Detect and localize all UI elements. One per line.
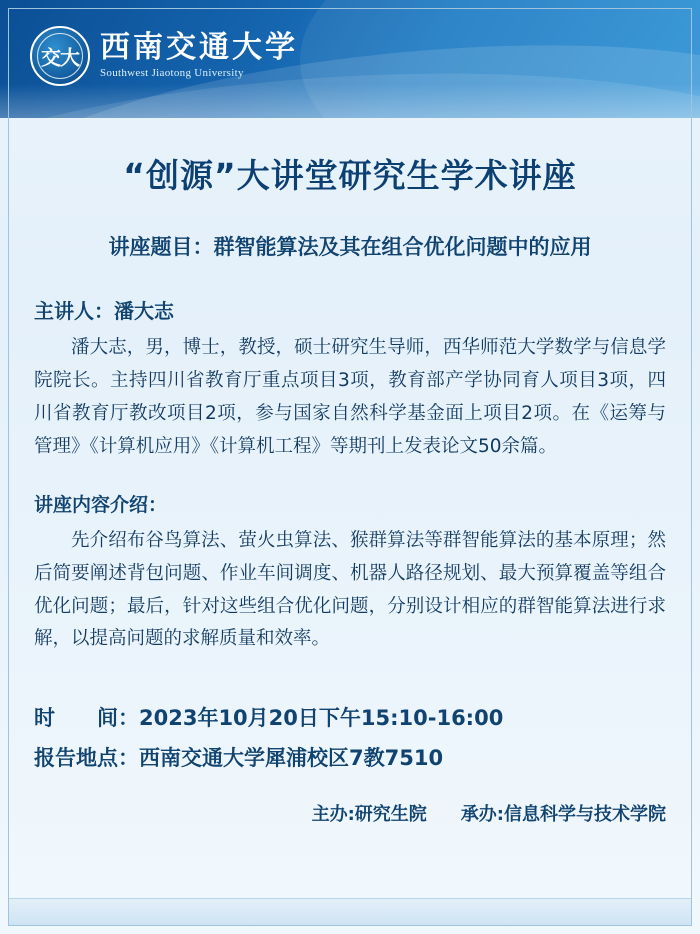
- seal-glyph: 交大: [41, 45, 79, 70]
- university-seal-icon: [30, 26, 90, 86]
- page-title: “创源”大讲堂研究生学术讲座: [123, 156, 577, 195]
- time-label: 时 间：: [34, 706, 139, 731]
- time-row: [34, 702, 666, 732]
- speaker-name: 主讲人：潘大志: [34, 299, 174, 323]
- time-value: 2023年10月20日下午15:10-16:00: [139, 706, 504, 731]
- logistics-block: [34, 702, 666, 772]
- poster-bottom-strip: [9, 898, 691, 925]
- place-row: [34, 742, 666, 772]
- content-section-label: 讲座内容介绍：: [34, 493, 168, 516]
- university-name-cn: 西南交通大学: [100, 30, 298, 65]
- header-glow: [0, 84, 700, 118]
- host-label: 主办:研究生院: [311, 804, 427, 826]
- organizers-row: [34, 800, 666, 826]
- university-logo: [30, 26, 298, 86]
- lecture-topic: 讲座题目：群智能算法及其在组合优化问题中的应用: [108, 235, 592, 259]
- university-name-en: Southwest Jiaotong University: [100, 67, 244, 79]
- content-section-body: 先介绍布谷鸟算法、萤火虫算法、猴群算法等群智能算法的基本原理；然后简要阐述背包问题、作业车间调度、机器人路径规划、最大预算覆盖等组合优化问题；最后，针对这些组合优化问题，分别设计相应的群智能算法进行求解，以提高问题的求解质量和效率。: [34, 529, 666, 650]
- place-value: 西南交通大学犀浦校区7教7510: [139, 746, 444, 771]
- university-wordmark: [100, 30, 298, 79]
- poster-content: [0, 118, 700, 826]
- organizer-label: 承办:信息科学与技术学院: [460, 804, 666, 826]
- poster-header: [0, 0, 700, 118]
- place-label: 报告地点：: [34, 746, 139, 771]
- speaker-bio: 潘大志，男，博士，教授，硕士研究生导师，西华师范大学数学与信息学院院长。主持四川省教育厅重点项目3项，教育部产学协同育人项目3项，四川省教育厅教改项目2项，参与国家自然科学基金面上项目2项。在《运筹与管理》《计算机应用》《计算机工程》等期刊上发表论文50余篇。: [34, 337, 666, 457]
